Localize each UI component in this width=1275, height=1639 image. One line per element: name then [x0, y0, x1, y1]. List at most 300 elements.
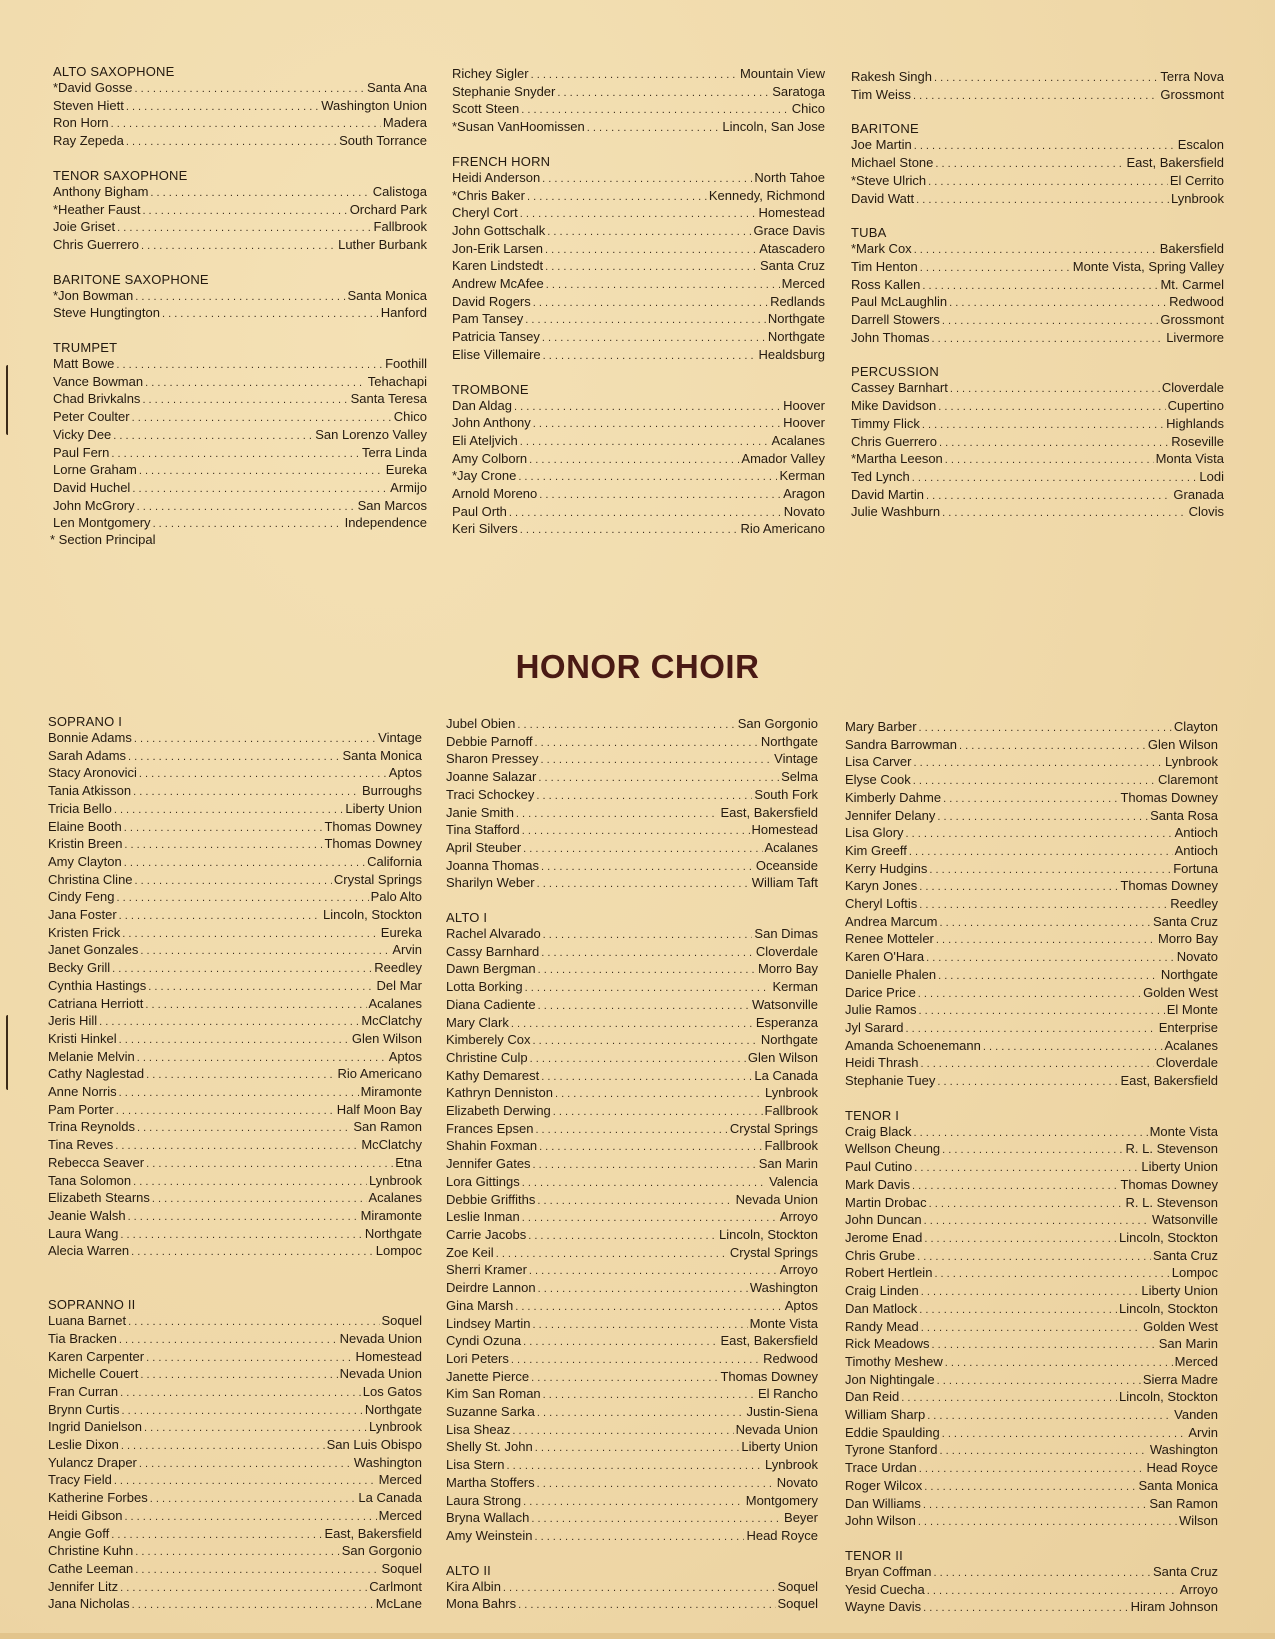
member-name: Tia Bracken	[48, 1330, 117, 1346]
roster-entry	[452, 468, 825, 486]
member-name: Amy Colborn	[452, 450, 528, 466]
school-name: Thomas Downey	[1120, 878, 1218, 894]
roster-entry	[48, 1137, 422, 1155]
member-name: Karen Lindstedt	[452, 258, 544, 274]
roster-entry	[845, 1212, 1218, 1230]
member-name: Elizabeth Derwing	[446, 1103, 551, 1119]
dot-leader	[531, 1370, 718, 1387]
roster-entry	[446, 875, 818, 893]
school-name: Merced	[378, 1472, 422, 1488]
dot-leader	[124, 837, 322, 854]
member-name: Kristen Frick	[48, 924, 121, 940]
roster-entry	[452, 486, 825, 504]
roster-entry	[845, 1038, 1218, 1056]
roster-entry	[446, 1439, 818, 1457]
school-name: McLane	[375, 1596, 422, 1612]
school-name: Lynbrook	[369, 1419, 422, 1435]
dot-leader	[912, 470, 1198, 487]
member-name: Jeris Hill	[48, 1013, 98, 1029]
dot-leader	[901, 1390, 1117, 1407]
roster-entry	[446, 926, 818, 944]
dot-leader	[111, 1527, 322, 1544]
dot-leader	[537, 1476, 775, 1493]
dot-leader	[919, 897, 1168, 914]
dot-leader	[115, 1138, 359, 1155]
section-heading: TROMBONE	[452, 381, 529, 397]
member-name: Janette Pierce	[446, 1368, 530, 1384]
member-name: Peter Coulter	[53, 409, 130, 425]
dot-leader	[923, 1497, 1148, 1514]
dot-leader	[537, 1405, 745, 1422]
school-name: Lincoln, San Jose	[722, 119, 825, 135]
member-name: Cathe Leeman	[48, 1560, 134, 1576]
roster-entry	[48, 1455, 422, 1473]
school-name: Santa Rosa	[1150, 807, 1218, 823]
school-name: Atascadero	[759, 240, 825, 256]
roster-entry	[845, 1319, 1218, 1337]
school-name: Miramonte	[360, 1084, 422, 1100]
school-name: Escalon	[1177, 137, 1224, 153]
dot-leader	[141, 238, 336, 255]
roster-entry	[845, 719, 1218, 737]
school-name: Thomas Downey	[324, 836, 422, 852]
school-name: Rio Americano	[740, 521, 825, 537]
roster-entry	[851, 241, 1224, 259]
school-name: Acalanes	[368, 995, 422, 1011]
member-name: Tim Henton	[851, 258, 918, 274]
roster-entry	[452, 398, 825, 416]
school-name: Nevada Union	[735, 1421, 818, 1437]
roster-entry	[845, 825, 1218, 843]
roster-entry	[53, 356, 427, 374]
member-name: Lisa Glory	[845, 825, 904, 841]
member-name: Stephanie Tuey	[845, 1073, 936, 1089]
member-name: Deirdre Lannon	[446, 1280, 536, 1296]
roster-entry	[53, 391, 427, 409]
member-name: Sandra Barrowman	[845, 736, 957, 752]
member-name: Melanie Melvin	[48, 1048, 135, 1064]
roster-entry	[48, 1013, 422, 1031]
dot-leader	[119, 1085, 359, 1102]
dot-leader	[113, 428, 313, 445]
roster-entry	[845, 737, 1218, 755]
roster-section	[48, 1296, 422, 1614]
dot-leader	[542, 330, 766, 347]
roster-entry	[48, 1526, 422, 1544]
roster-entry	[48, 1226, 422, 1244]
roster-entry	[452, 241, 825, 259]
choir-column-2	[446, 716, 818, 1614]
roster-entry	[446, 1245, 818, 1263]
roster-entry	[446, 1528, 818, 1546]
dot-leader	[546, 277, 780, 294]
roster-entry	[851, 173, 1224, 191]
dot-leader	[553, 1104, 763, 1121]
dot-leader	[124, 855, 365, 872]
school-name: R. L. Stevenson	[1125, 1194, 1218, 1210]
roster-entry	[851, 87, 1224, 105]
roster-entry	[845, 1599, 1218, 1617]
member-name: Cindy Feng	[48, 889, 115, 905]
member-name: Amanda Schoenemann	[845, 1037, 981, 1053]
school-name: South Fork	[754, 786, 818, 802]
member-name: Karyn Jones	[845, 878, 918, 894]
member-name: Amy Clayton	[48, 853, 122, 869]
school-name: Lincoln, Stockton	[1118, 1389, 1218, 1405]
roster-entry	[53, 480, 427, 498]
member-name: John Wilson	[845, 1513, 916, 1529]
dot-leader	[523, 841, 762, 858]
dot-leader	[523, 1494, 744, 1511]
school-name: Homestead	[751, 822, 818, 838]
school-name: Novato	[1176, 949, 1218, 965]
dot-leader	[522, 1175, 767, 1192]
school-name: Cloverdale	[1161, 380, 1224, 396]
dot-leader	[135, 1544, 339, 1561]
section-heading: SOPRANO I	[48, 714, 123, 729]
dot-leader	[117, 220, 371, 237]
dot-leader	[922, 417, 1164, 434]
dot-leader	[516, 806, 719, 823]
roster-entry	[845, 1460, 1218, 1478]
school-name: Antioch	[1174, 825, 1218, 841]
roster-entry	[446, 1050, 818, 1068]
roster-section	[53, 271, 427, 323]
section-heading: FRENCH HORN	[452, 153, 551, 169]
roster-entry	[48, 1437, 422, 1455]
school-name: Eureka	[385, 462, 427, 478]
member-name: Renee Motteler	[845, 931, 934, 947]
school-name: Wilson	[1178, 1513, 1218, 1529]
school-name: Acalanes	[368, 1190, 422, 1206]
dot-leader	[541, 859, 754, 876]
member-name: Joanna Thomas	[446, 857, 539, 873]
roster-entry	[446, 997, 818, 1015]
roster-entry	[452, 276, 825, 294]
school-name: Thomas Downey	[1120, 1176, 1218, 1192]
dot-leader	[124, 1509, 376, 1526]
section-heading: ALTO II	[446, 1562, 491, 1578]
school-name: Soquel	[381, 1313, 422, 1329]
member-name: David Rogers	[452, 293, 531, 309]
roster-entry	[452, 188, 825, 206]
roster-entry	[845, 878, 1218, 896]
member-name: Ted Lynch	[851, 468, 910, 484]
dot-leader	[139, 1456, 352, 1473]
school-name: Enterprise	[1158, 1019, 1218, 1035]
section-heading: TENOR I	[845, 1107, 900, 1123]
dot-leader	[523, 1334, 718, 1351]
school-name: Homestead	[758, 205, 825, 221]
member-name: Patricia Tansey	[452, 329, 540, 345]
member-name: Richey Sigler	[452, 66, 529, 81]
member-name: Elizabeth Stearns	[48, 1190, 150, 1206]
member-name: Mary Clark	[446, 1014, 509, 1030]
school-name: Beyer	[784, 1510, 818, 1526]
member-name: *David Gosse	[53, 80, 133, 95]
school-name: La Canada	[754, 1067, 818, 1083]
dot-leader	[535, 1440, 740, 1457]
school-name: Lincoln, Stockton	[718, 1226, 818, 1242]
band-column-3	[851, 69, 1224, 522]
school-name: Santa Cruz	[1152, 1247, 1218, 1263]
member-name: Chris Grube	[845, 1247, 916, 1263]
member-name: Christine Kuhn	[48, 1543, 134, 1559]
roster-entry	[851, 69, 1224, 87]
roster-entry	[845, 1195, 1218, 1213]
choir-column-1	[48, 713, 422, 1614]
member-name: Leslie Dixon	[48, 1437, 119, 1453]
member-name: Danielle Phalen	[845, 966, 937, 982]
school-name: Lincoln, Stockton	[322, 907, 422, 923]
school-name: Nevada Union	[339, 1366, 422, 1382]
member-name: Steve Hungtington	[53, 305, 160, 321]
roster-entry	[48, 1472, 422, 1490]
dot-leader	[124, 820, 323, 837]
dot-leader	[937, 1074, 1118, 1091]
roster-section	[446, 716, 818, 893]
dot-leader	[541, 1069, 752, 1086]
roster-entry	[48, 1402, 422, 1420]
dot-leader	[924, 1231, 1117, 1248]
dot-leader	[932, 1337, 1157, 1354]
member-name: Mary Barber	[845, 719, 917, 734]
roster-section	[446, 1562, 818, 1614]
roster-entry	[53, 445, 427, 463]
school-name: Washington	[749, 1280, 818, 1296]
roster-entry	[48, 872, 422, 890]
member-name: Jyl Sarard	[845, 1019, 904, 1035]
school-name: Fallbrook	[764, 1138, 818, 1154]
dot-leader	[913, 88, 1158, 105]
school-name: Claremont	[1158, 772, 1218, 788]
member-name: *Jay Crone	[452, 468, 517, 484]
school-name: Arroyo	[779, 1209, 818, 1225]
roster-entry	[53, 462, 427, 480]
dot-leader	[153, 516, 343, 533]
dot-leader	[512, 1423, 733, 1440]
roster-entry	[851, 330, 1224, 348]
roster-entry	[446, 1510, 818, 1528]
dot-leader	[146, 1067, 335, 1084]
member-name: Leslie Inman	[446, 1209, 520, 1225]
school-name: Santa Cruz	[1152, 1563, 1218, 1579]
member-name: Kerry Hudgins	[845, 860, 928, 876]
roster-entry	[446, 751, 818, 769]
school-name: Thomas Downey	[720, 1368, 818, 1384]
binding-staple	[6, 365, 12, 435]
member-name: Kristi Hinkel	[48, 1030, 117, 1046]
school-name: Northgate	[364, 1225, 422, 1241]
roster-section	[446, 909, 818, 1546]
school-name: Lompoc	[375, 1243, 422, 1259]
school-name: Saratoga	[772, 83, 825, 99]
member-name: Michael Stone	[851, 155, 934, 171]
dot-leader	[918, 986, 1141, 1003]
dot-leader	[536, 788, 752, 805]
binding-staple	[6, 1015, 12, 1090]
dot-leader	[132, 481, 388, 498]
member-name: Julie Ramos	[845, 1002, 917, 1018]
dot-leader	[111, 116, 381, 133]
school-name: Head Royce	[1146, 1460, 1218, 1476]
dot-leader	[927, 1408, 1172, 1425]
roster-entry	[48, 801, 422, 819]
roster-entry	[53, 98, 427, 116]
section-heading: BARITONE	[851, 121, 919, 137]
member-name: Karen Carpenter	[48, 1348, 145, 1364]
school-name: Esperanza	[755, 1014, 818, 1030]
member-name: Kim San Roman	[446, 1386, 541, 1402]
dot-leader	[120, 1580, 367, 1597]
roster-section	[452, 381, 825, 540]
roster-section	[851, 120, 1224, 208]
roster-entry	[845, 931, 1218, 949]
school-name: East, Bakersfield	[1120, 1073, 1218, 1089]
member-name: Heidi Anderson	[452, 169, 541, 185]
roster-entry	[845, 1564, 1218, 1582]
roster-entry	[48, 1049, 422, 1067]
roster-entry	[48, 1349, 422, 1367]
member-name: Matt Bowe	[53, 356, 115, 372]
roster-entry	[845, 1336, 1218, 1354]
member-name: Jennifer Delany	[845, 807, 936, 823]
dot-leader	[144, 1420, 367, 1437]
dot-leader	[522, 1210, 778, 1227]
roster-entry	[48, 1173, 422, 1191]
school-name: Arvin	[392, 942, 422, 958]
school-name: Santa Cruz	[1152, 913, 1218, 929]
roster-entry	[53, 409, 427, 427]
member-name: Kimberly Dahme	[845, 789, 942, 805]
dot-leader	[119, 908, 321, 925]
member-name: Shahin Foxman	[446, 1138, 538, 1154]
roster-entry	[452, 329, 825, 347]
member-name: Lindsey Martin	[446, 1315, 531, 1331]
roster-entry	[845, 754, 1218, 772]
roster-section	[851, 224, 1224, 347]
member-name: Lisa Carver	[845, 754, 912, 770]
roster-entry	[845, 1301, 1218, 1319]
dot-leader	[522, 823, 750, 840]
school-name: Valencia	[769, 1173, 818, 1189]
dot-leader	[137, 499, 356, 516]
roster-entry	[452, 101, 825, 119]
member-name: Darrell Stowers	[851, 312, 940, 328]
roster-entry	[452, 66, 825, 84]
dot-leader	[928, 174, 1168, 191]
school-name: Monte Vista, Spring Valley	[1072, 258, 1224, 274]
dot-leader	[529, 1263, 778, 1280]
roster-entry	[53, 219, 427, 237]
school-name: Reedley	[1170, 896, 1218, 912]
dot-leader	[145, 997, 366, 1014]
school-name: Monte Vista	[1149, 1123, 1218, 1139]
school-name: Palo Alto	[370, 889, 422, 905]
school-name: Glen Wilson	[747, 1049, 818, 1065]
roster-entry	[845, 1513, 1218, 1531]
dot-leader	[921, 1284, 1140, 1301]
member-name: Trace Urdan	[845, 1460, 917, 1476]
school-name: Half Moon Bay	[336, 1101, 422, 1117]
school-name: North Tahoe	[754, 169, 825, 185]
roster-entry	[446, 769, 818, 787]
dot-leader	[934, 70, 1158, 87]
roster-entry	[845, 1159, 1218, 1177]
roster-entry	[446, 1209, 818, 1227]
roster-entry	[446, 1121, 818, 1139]
dot-leader	[511, 1016, 754, 1033]
dot-leader	[913, 1125, 1147, 1142]
member-name: Michelle Couert	[48, 1366, 139, 1382]
member-name: Zoe Keil	[446, 1244, 494, 1260]
dot-leader	[146, 1350, 353, 1367]
dot-leader	[926, 488, 1171, 505]
roster-entry	[845, 1230, 1218, 1248]
member-name: Mike Davidson	[851, 398, 937, 414]
member-name: Timothy Meshew	[845, 1353, 943, 1369]
dot-leader	[132, 410, 392, 427]
member-name: Bryna Wallach	[446, 1510, 530, 1526]
roster-entry	[48, 1313, 422, 1331]
school-name: Redlands	[770, 293, 825, 309]
school-name: Highlands	[1166, 415, 1224, 431]
school-name: Morro Bay	[1158, 931, 1218, 947]
member-name: Elaine Booth	[48, 818, 122, 834]
school-name: Aptos	[388, 765, 422, 781]
school-name: Hiram Johnson	[1130, 1599, 1218, 1615]
dot-leader	[920, 1056, 1153, 1073]
roster-entry	[845, 1141, 1218, 1159]
school-name: Lincoln, Stockton	[1118, 1229, 1218, 1245]
member-name: Bonnie Adams	[48, 730, 132, 745]
dot-leader	[119, 1332, 338, 1349]
school-name: Etna	[395, 1154, 422, 1170]
dot-leader	[912, 1178, 1118, 1195]
dot-leader	[542, 171, 752, 188]
dot-leader	[539, 487, 781, 504]
school-name: San Lorenzo Valley	[315, 426, 427, 442]
member-name: John Gottschalk	[452, 222, 546, 238]
school-name: Fortuna	[1173, 860, 1218, 876]
section-heading: BARITONE SAXOPHONE	[53, 271, 209, 287]
member-name: Jubel Obien	[446, 716, 516, 731]
roster-entry	[452, 415, 825, 433]
school-name: Glen Wilson	[1147, 736, 1218, 752]
roster-entry	[48, 1579, 422, 1597]
school-name: Soquel	[777, 1578, 818, 1594]
school-name: San Marin	[1158, 1336, 1218, 1352]
member-name: Trina Reynolds	[48, 1119, 135, 1135]
roster-entry	[48, 1490, 422, 1508]
roster-entry	[851, 191, 1224, 209]
school-name: Monte Vista	[749, 1315, 818, 1331]
roster-entry	[48, 783, 422, 801]
school-name: San Dimas	[754, 926, 818, 942]
roster-entry	[53, 133, 427, 151]
roster-section	[452, 153, 825, 365]
dot-leader	[949, 295, 1167, 312]
roster-entry	[446, 1493, 818, 1511]
member-name: Tim Weiss	[851, 86, 911, 102]
section-heading: ALTO I	[446, 910, 488, 926]
dot-leader	[533, 1157, 757, 1174]
roster-section	[452, 66, 825, 137]
school-name: Healdsburg	[758, 346, 825, 362]
school-name: San Ramon	[353, 1119, 422, 1135]
roster-entry	[446, 1068, 818, 1086]
dot-leader	[146, 1156, 393, 1173]
